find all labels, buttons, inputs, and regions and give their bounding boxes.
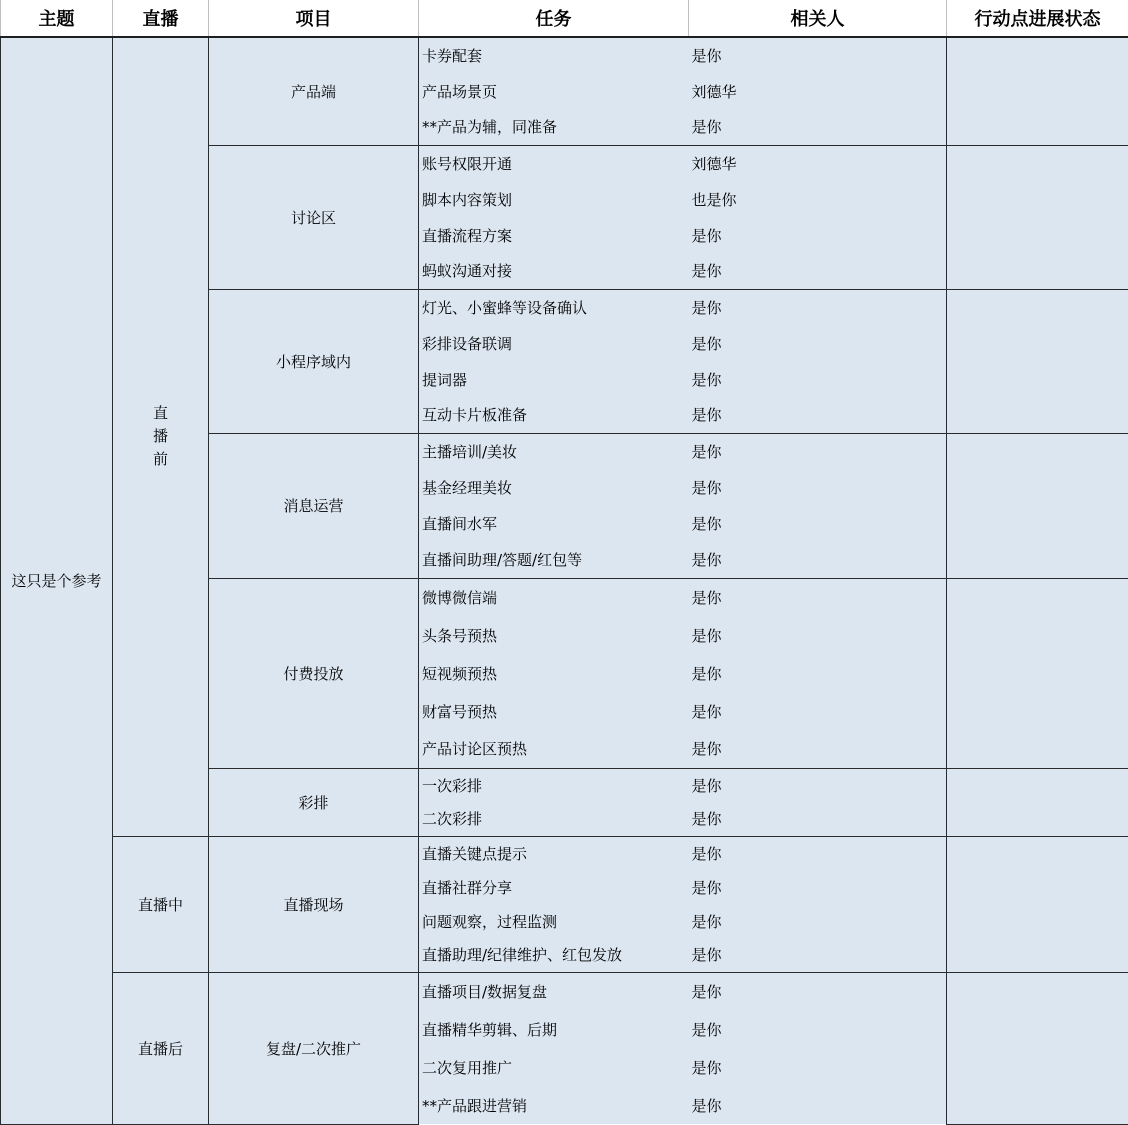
- task-cell[interactable]: 财富号预热: [419, 692, 689, 730]
- person-cell[interactable]: 是你: [689, 289, 947, 325]
- project-cell[interactable]: 产品端: [209, 37, 419, 145]
- header-theme[interactable]: 主题: [1, 0, 113, 37]
- person-cell[interactable]: 是你: [689, 217, 947, 253]
- task-cell[interactable]: 基金经理美妆: [419, 469, 689, 505]
- task-cell[interactable]: 卡券配套: [419, 37, 689, 73]
- person-cell[interactable]: 是你: [689, 1086, 947, 1124]
- header-row: [1, 0, 1128, 37]
- phase-cell[interactable]: [113, 836, 209, 972]
- phase-label-char: 直: [113, 402, 208, 425]
- project-cell[interactable]: 彩排: [209, 768, 419, 836]
- phase-label-char: 前: [113, 448, 208, 471]
- header-task[interactable]: 任务: [419, 0, 689, 37]
- phase-label-char: 播: [113, 425, 208, 448]
- status-cell[interactable]: [947, 145, 1128, 289]
- person-cell[interactable]: 是你: [689, 361, 947, 397]
- task-cell[interactable]: 问题观察，过程监测: [419, 904, 689, 938]
- person-cell[interactable]: 是你: [689, 904, 947, 938]
- project-cell[interactable]: 直播现场: [209, 836, 419, 972]
- person-cell[interactable]: 是你: [689, 397, 947, 433]
- status-cell[interactable]: [947, 836, 1128, 972]
- project-cell[interactable]: 复盘/二次推广: [209, 972, 419, 1124]
- task-cell[interactable]: 直播精华剪辑、后期: [419, 1010, 689, 1048]
- person-cell[interactable]: 是你: [689, 730, 947, 768]
- task-cell[interactable]: 蚂蚁沟通对接: [419, 253, 689, 289]
- task-cell[interactable]: 脚本内容策划: [419, 181, 689, 217]
- header-status[interactable]: 行动点进展状态: [947, 0, 1128, 37]
- phase-label: 直播中: [138, 896, 183, 914]
- status-cell[interactable]: [947, 768, 1128, 836]
- task-cell[interactable]: 提词器: [419, 361, 689, 397]
- phase-label: [113, 402, 208, 471]
- task-cell[interactable]: 主播培训/美妆: [419, 433, 689, 469]
- task-cell[interactable]: 直播关键点提示: [419, 836, 689, 870]
- task-cell[interactable]: 二次复用推广: [419, 1048, 689, 1086]
- person-cell[interactable]: 是你: [689, 325, 947, 361]
- person-cell[interactable]: 是你: [689, 870, 947, 904]
- status-cell[interactable]: [947, 289, 1128, 433]
- task-cell[interactable]: 直播社群分享: [419, 870, 689, 904]
- task-cell[interactable]: 直播流程方案: [419, 217, 689, 253]
- project-cell[interactable]: 讨论区: [209, 145, 419, 289]
- person-cell[interactable]: 是你: [689, 469, 947, 505]
- status-cell[interactable]: [947, 37, 1128, 145]
- task-cell[interactable]: 直播间助理/答题/红包等: [419, 541, 689, 578]
- table-row: [1, 972, 1128, 1010]
- task-cell[interactable]: 直播项目/数据复盘: [419, 972, 689, 1010]
- project-cell[interactable]: 小程序域内: [209, 289, 419, 433]
- person-cell[interactable]: 是你: [689, 768, 947, 802]
- header-person[interactable]: 相关人: [689, 0, 947, 37]
- task-cell[interactable]: 二次彩排: [419, 802, 689, 836]
- person-cell[interactable]: 是你: [689, 692, 947, 730]
- header-live[interactable]: 直播: [113, 0, 209, 37]
- task-cell[interactable]: 直播间水军: [419, 505, 689, 541]
- status-cell[interactable]: [947, 972, 1128, 1124]
- person-cell[interactable]: 是你: [689, 1048, 947, 1086]
- person-cell[interactable]: 是你: [689, 109, 947, 145]
- task-cell[interactable]: 彩排设备联调: [419, 325, 689, 361]
- table-row: [1, 836, 1128, 870]
- task-cell[interactable]: 产品讨论区预热: [419, 730, 689, 768]
- phase-cell[interactable]: [113, 972, 209, 1124]
- person-cell[interactable]: 是你: [689, 541, 947, 578]
- person-cell[interactable]: 是你: [689, 938, 947, 972]
- task-cell[interactable]: 灯光、小蜜蜂等设备确认: [419, 289, 689, 325]
- person-cell[interactable]: 是你: [689, 253, 947, 289]
- person-cell[interactable]: 也是你: [689, 181, 947, 217]
- task-cell[interactable]: 一次彩排: [419, 768, 689, 802]
- person-cell[interactable]: 是你: [689, 1010, 947, 1048]
- person-cell[interactable]: 是你: [689, 616, 947, 654]
- table-body: [1, 37, 1128, 1124]
- task-cell[interactable]: 产品场景页: [419, 73, 689, 109]
- person-cell[interactable]: 是你: [689, 37, 947, 73]
- person-cell[interactable]: 是你: [689, 505, 947, 541]
- project-cell[interactable]: 付费投放: [209, 578, 419, 768]
- phase-label: 直播后: [138, 1040, 183, 1058]
- task-cell[interactable]: 直播助理/纪律维护、红包发放: [419, 938, 689, 972]
- header-project[interactable]: 项目: [209, 0, 419, 37]
- task-cell[interactable]: 头条号预热: [419, 616, 689, 654]
- task-cell[interactable]: **产品跟进营销: [419, 1086, 689, 1124]
- status-cell[interactable]: [947, 578, 1128, 768]
- person-cell[interactable]: 是你: [689, 433, 947, 469]
- task-cell[interactable]: 互动卡片板准备: [419, 397, 689, 433]
- status-cell[interactable]: [947, 433, 1128, 578]
- task-cell[interactable]: **产品为辅，同准备: [419, 109, 689, 145]
- person-cell[interactable]: 是你: [689, 972, 947, 1010]
- theme-cell[interactable]: 这只是个参考: [1, 37, 113, 1124]
- task-cell[interactable]: 微博微信端: [419, 578, 689, 616]
- task-cell[interactable]: 短视频预热: [419, 654, 689, 692]
- project-cell[interactable]: 消息运营: [209, 433, 419, 578]
- person-cell[interactable]: 刘德华: [689, 145, 947, 181]
- table-row: [1, 37, 1128, 73]
- person-cell[interactable]: 刘德华: [689, 73, 947, 109]
- person-cell[interactable]: 是你: [689, 654, 947, 692]
- person-cell[interactable]: 是你: [689, 836, 947, 870]
- person-cell[interactable]: 是你: [689, 578, 947, 616]
- phase-cell[interactable]: [113, 37, 209, 836]
- person-cell[interactable]: 是你: [689, 802, 947, 836]
- task-cell[interactable]: 账号权限开通: [419, 145, 689, 181]
